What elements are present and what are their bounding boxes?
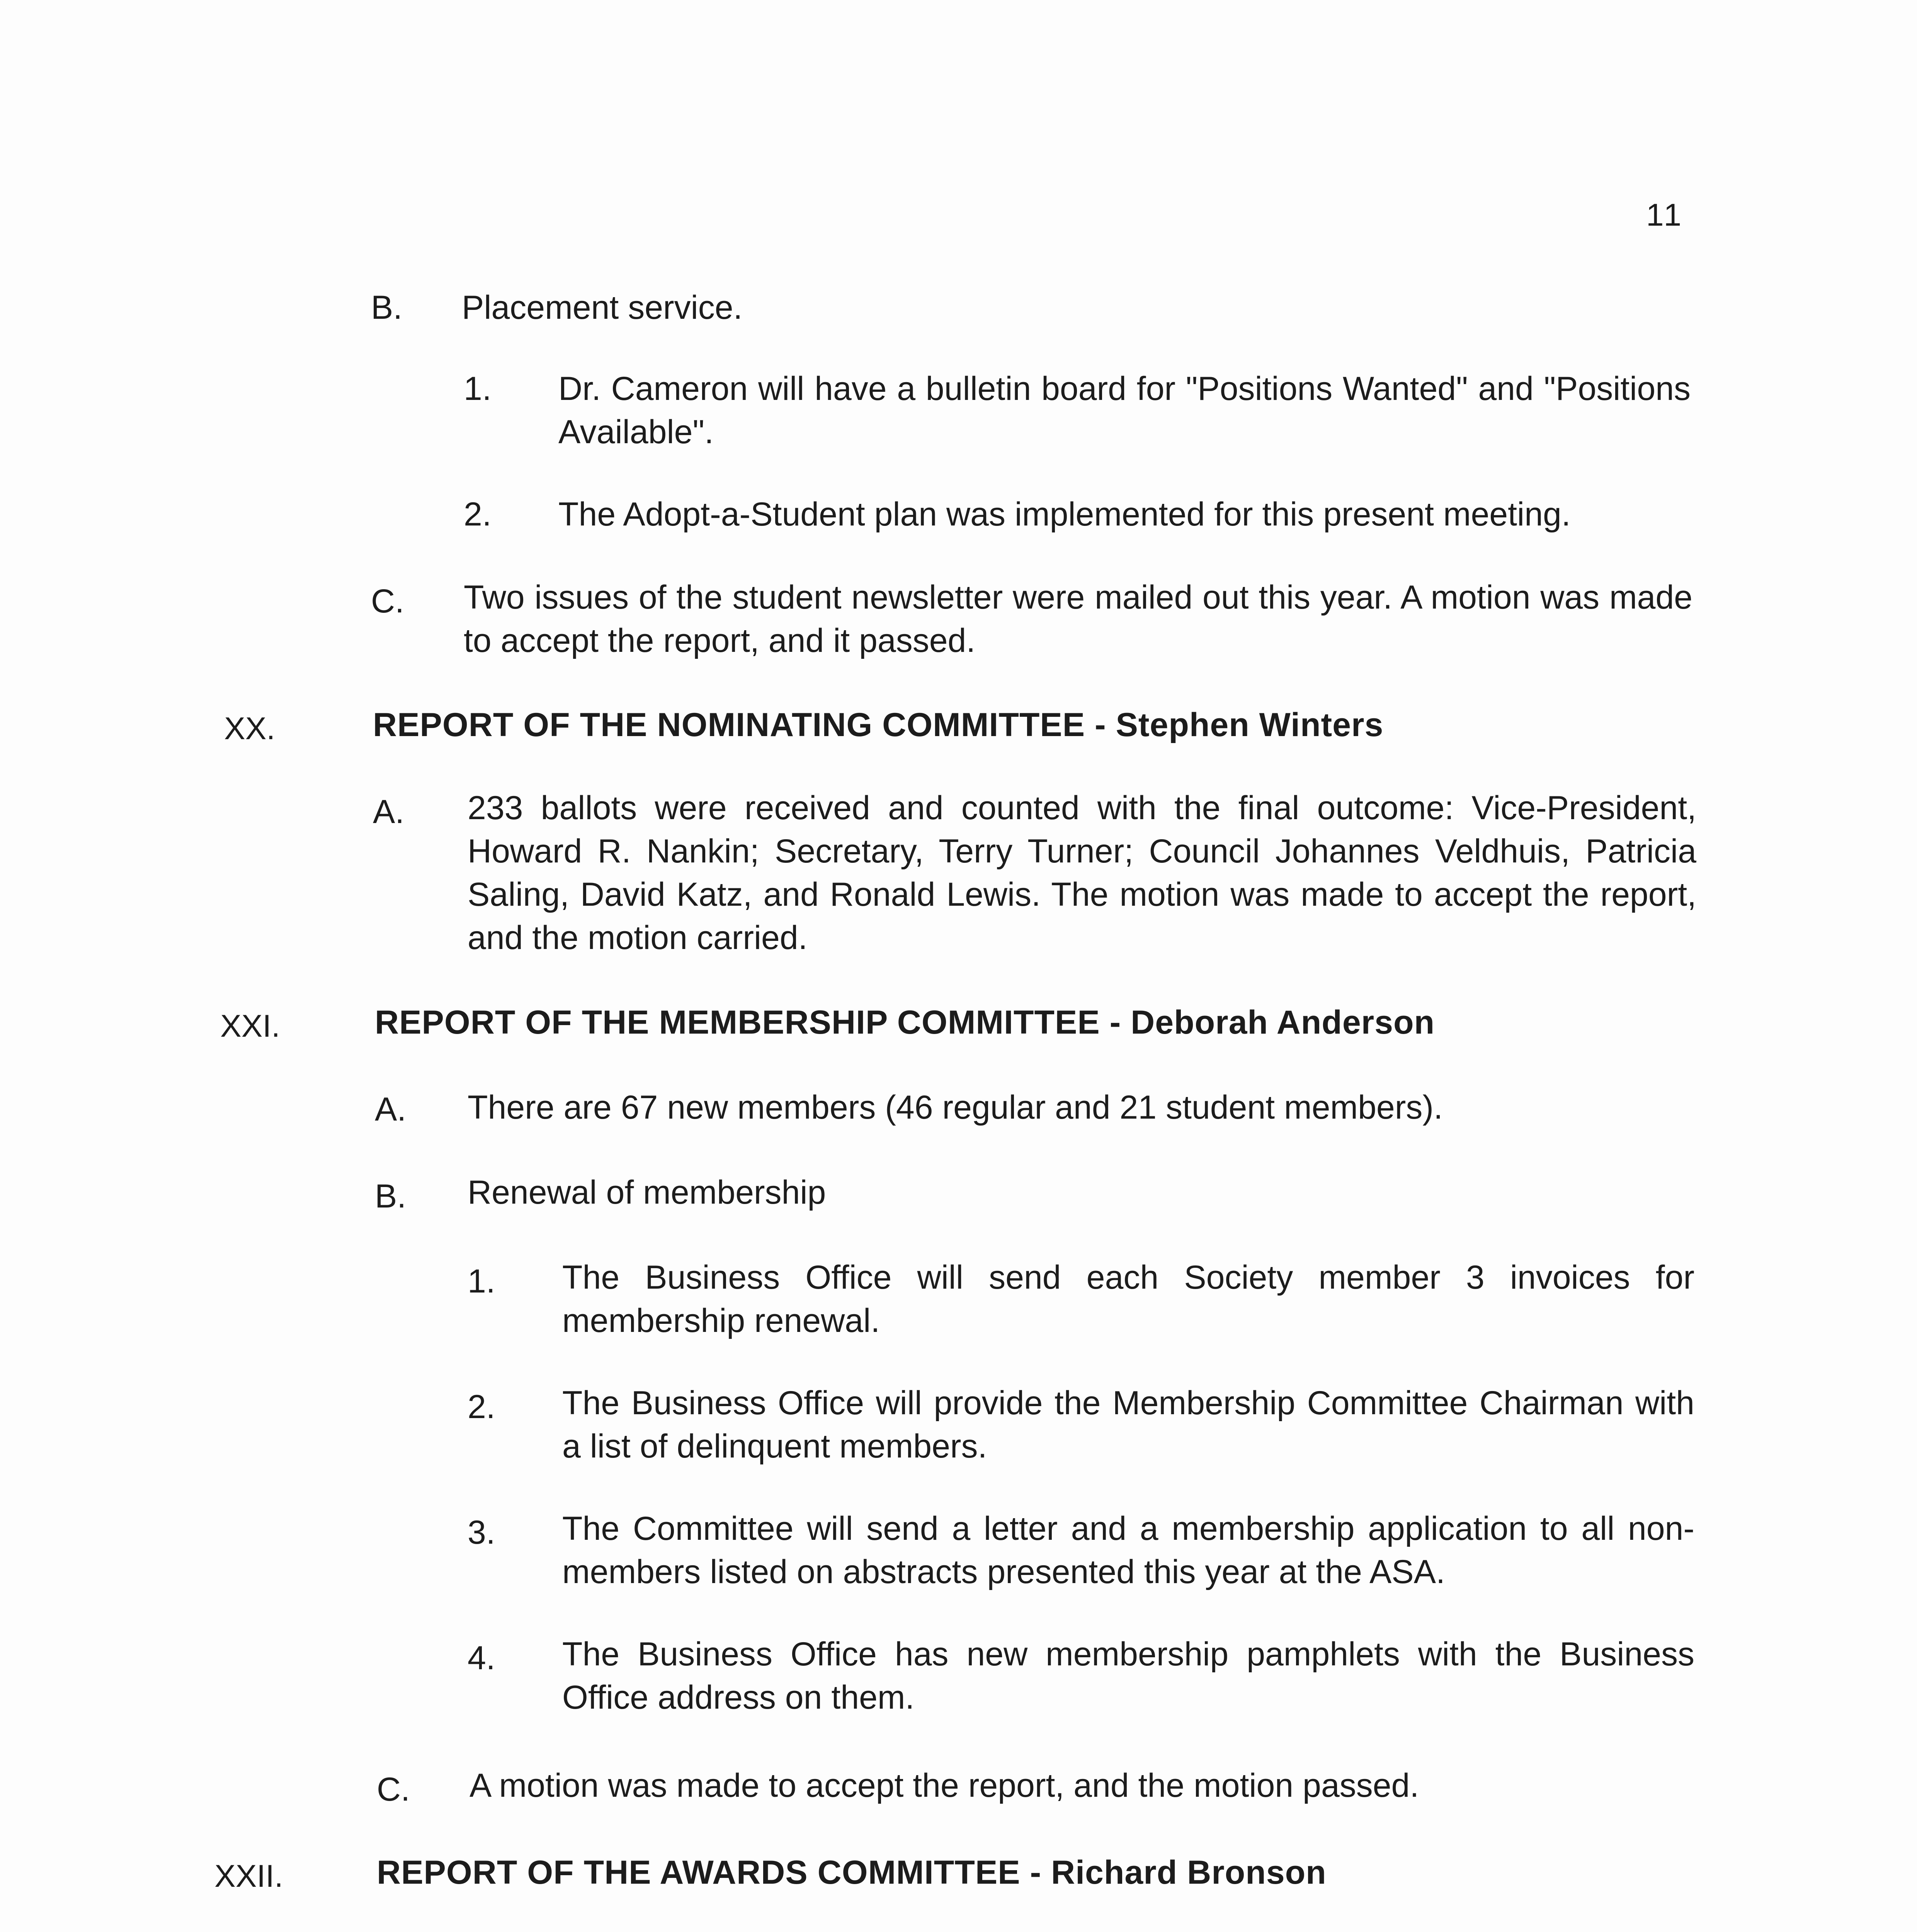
subitem-text: The Business Office will send each Society member 3 invoices for membership renewal. [562, 1259, 1694, 1339]
placement-label: B. [371, 289, 403, 326]
section-heading: REPORT OF THE MEMBERSHIP COMMITTEE - Deborah Anderson [375, 1004, 1435, 1041]
placement-title: Placement service. [462, 289, 743, 326]
item-label: B. [375, 1178, 407, 1215]
section-numeral: XXII. [214, 1859, 283, 1894]
item-label: A. [375, 1091, 407, 1128]
item-text: A motion was made to accept the report, and the motion passed. [469, 1767, 1419, 1804]
page-number: 11 [1646, 197, 1684, 233]
subitem-text: The Committee will send a letter and a membership application to all non-members listed on abstracts presented this year at the ASA. [562, 1510, 1694, 1590]
placement-item-text: Dr. Cameron will have a bulletin board for "Positions Wanted" and "Positions Available". [558, 370, 1691, 451]
item-text: Renewal of membership [468, 1174, 826, 1211]
section-heading: REPORT OF THE NOMINATING COMMITTEE - Stephen Winters [373, 706, 1384, 743]
item-text: 233 ballots were received and counted with the final outcome: Vice-President, Howard R. Nankin; Secretary, Terry Turner; Council Johannes Veldhuis, Patricia Saling, David Katz, and Ronald Lewis. The motion was made to accept the report, and the motion carried. [468, 789, 1696, 956]
subitem-number: 1. [468, 1263, 495, 1300]
section-numeral: XX. [224, 711, 276, 746]
placement-item-number: 2. [464, 496, 492, 533]
subitem-text: The Business Office has new membership pamphlets with the Business Office address on them. [562, 1636, 1694, 1716]
subitem-text: The Business Office will provide the Membership Committee Chairman with a list of delinquent members. [562, 1384, 1694, 1465]
subitem-number: 4. [468, 1639, 495, 1677]
placement-item-number: 1. [464, 370, 492, 407]
section-heading: REPORT OF THE AWARDS COMMITTEE - Richard Bronson [377, 1854, 1327, 1891]
item-label: C. [377, 1771, 410, 1808]
subitem-number: 3. [468, 1514, 495, 1551]
placement-item-text: The Adopt-a-Student plan was implemented for this present meeting. [558, 496, 1571, 533]
item-text: There are 67 new members (46 regular and 21 student members). [468, 1089, 1443, 1126]
item-label: A. [373, 793, 405, 830]
section-numeral: XXI. [220, 1009, 280, 1044]
newsletter-text: Two issues of the student newsletter were mailed out this year. A motion was made to accept the report, and it passed. [464, 579, 1692, 659]
newsletter-label: C. [371, 583, 404, 620]
subitem-number: 2. [468, 1388, 495, 1425]
